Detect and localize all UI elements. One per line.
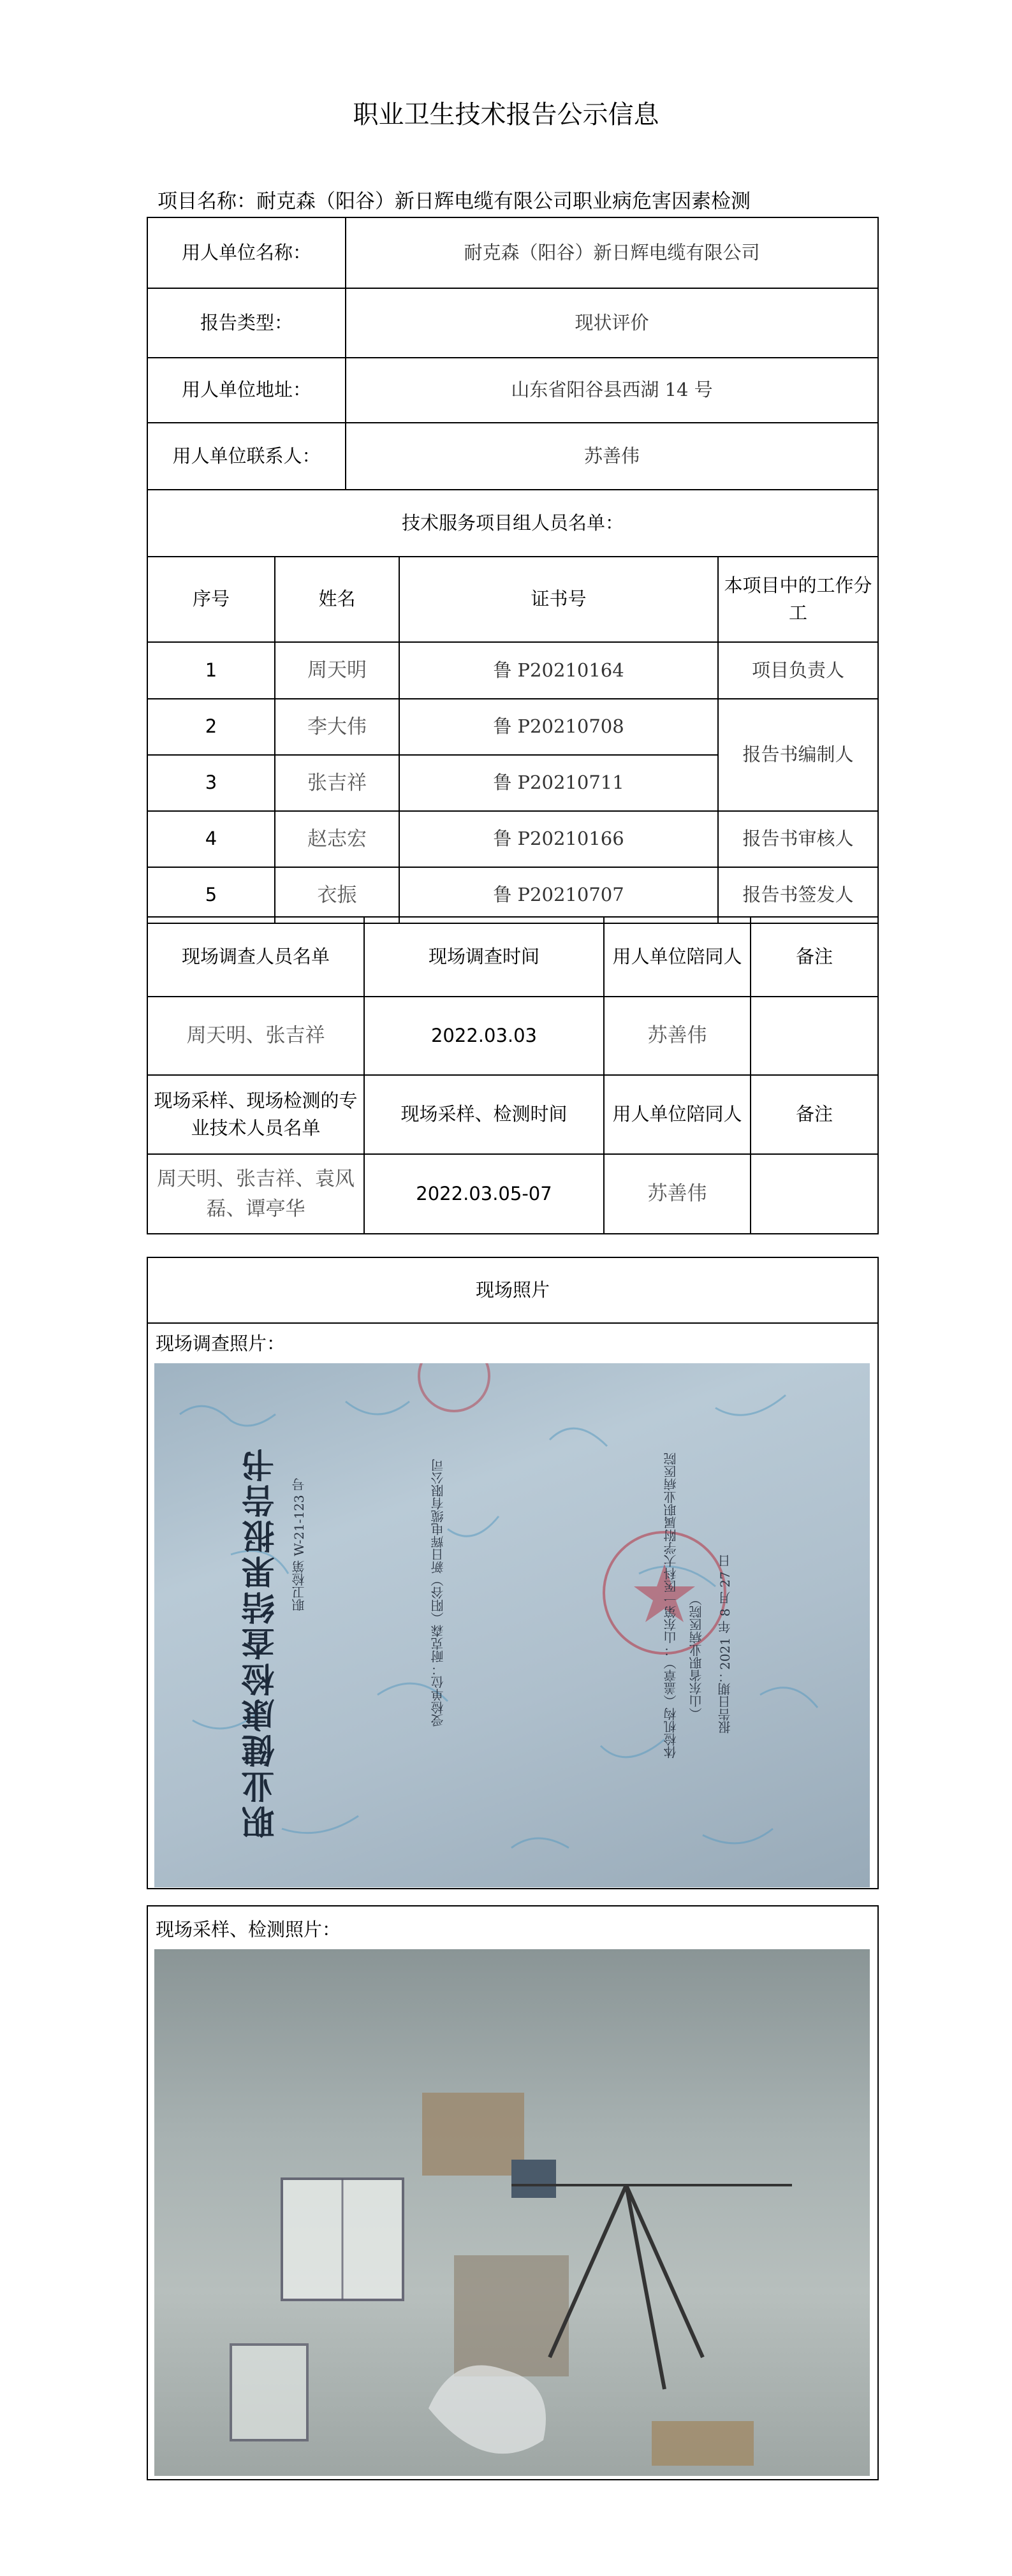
row-cert: 鲁 P20210164 [399, 642, 718, 699]
doc-title: 职业健康检查结果报告书 [242, 1446, 281, 1839]
row-no: 3 [147, 755, 275, 811]
type-label: 报告类型： [147, 288, 346, 358]
carton-box [422, 2093, 524, 2176]
doc-org: 体检机构（盖章）：山东第一医科大学附属职业病医院 [663, 1453, 678, 1759]
row-role: 报告书编制人 [718, 699, 878, 811]
row-role: 项目负责人 [718, 642, 878, 699]
doc-date: 报告日期：2021 年 8 月 27 日 [717, 1555, 733, 1734]
sampling-time-header: 现场采样、检测时间 [364, 1075, 604, 1154]
survey-photo-label: 现场调查照片： [156, 1333, 286, 1354]
survey-table [147, 916, 879, 1234]
doc-number: 职卫检第 W-21-123 号 [291, 1478, 307, 1611]
seal-top-stamp [419, 1363, 489, 1411]
row-cert: 鲁 P20210166 [399, 811, 718, 867]
info-table [147, 217, 879, 490]
row-no: 4 [147, 811, 275, 867]
survey-note [751, 997, 878, 1075]
survey-staff-header: 现场调查人员名单 [147, 917, 364, 997]
project-name: 耐克森（阳谷）新日辉电缆有限公司职业病危害因素检测 [256, 190, 751, 213]
employer-label: 用人单位名称： [147, 217, 346, 288]
survey-escort: 苏善伟 [604, 997, 751, 1075]
row-name: 周天明 [275, 642, 399, 699]
plastic-wrap [429, 2366, 546, 2454]
page-title: 职业卫生技术报告公示信息 [353, 100, 659, 129]
doc-org-sub: （山东省职业病医院） [689, 1593, 704, 1720]
table-row [147, 867, 878, 923]
contact-value: 苏善伟 [346, 423, 878, 490]
table-row [147, 642, 878, 699]
survey-time-header: 现场调查时间 [364, 917, 604, 997]
sampling-photo-scene [154, 1949, 870, 2476]
col-cert: 证书号 [399, 557, 718, 642]
project-label: 项目名称： [158, 190, 256, 213]
employer-value: 耐克森（阳谷）新日辉电缆有限公司 [346, 217, 878, 288]
address-value: 山东省阳谷县西湖 14 号 [346, 358, 878, 423]
survey-photo [154, 1363, 870, 1887]
row-name: 赵志宏 [275, 811, 399, 867]
survey-time: 2022.03.03 [364, 997, 604, 1075]
row-role: 报告书审核人 [718, 811, 878, 867]
carton-stack [454, 2255, 569, 2376]
project-line [158, 185, 751, 214]
detector-device [511, 2160, 556, 2198]
sampling-note [751, 1154, 878, 1234]
team-table [147, 489, 879, 924]
sampling-escort: 苏善伟 [604, 1154, 751, 1234]
row-cert: 鲁 P20210707 [399, 867, 718, 923]
table-row [147, 811, 878, 867]
sampling-note-header: 备注 [751, 1075, 878, 1154]
table-row [147, 699, 878, 755]
sampling-staff-header: 现场采样、现场检测的专业技术人员名单 [147, 1075, 364, 1154]
tripod [550, 2185, 703, 2389]
row-no: 2 [147, 699, 275, 755]
row-no: 1 [147, 642, 275, 699]
sampling-staff: 周天明、张吉祥、袁风磊、谭亭华 [147, 1154, 364, 1234]
row-cert: 鲁 P20210708 [399, 699, 718, 755]
type-value: 现状评价 [346, 288, 878, 358]
row-name: 衣振 [275, 867, 399, 923]
survey-escort-header: 用人单位陪同人 [604, 917, 751, 997]
contact-label: 用人单位联系人： [147, 423, 346, 490]
survey-staff: 周天明、张吉祥 [147, 997, 364, 1075]
team-title: 技术服务项目组人员名单： [147, 490, 878, 557]
row-no: 5 [147, 867, 275, 923]
wooden-pallet [652, 2421, 754, 2466]
survey-note-header: 备注 [751, 917, 878, 997]
address-label: 用人单位地址： [147, 358, 346, 423]
photo-section-title: 现场照片 [148, 1258, 877, 1324]
row-name: 张吉祥 [275, 755, 399, 811]
row-name: 李大伟 [275, 699, 399, 755]
sampling-photo-label: 现场采样、检测照片： [156, 1919, 341, 1940]
col-role: 本项目中的工作分工 [718, 557, 878, 642]
col-no: 序号 [147, 557, 275, 642]
row-role: 报告书签发人 [718, 867, 878, 923]
sampling-photo [154, 1949, 870, 2476]
window-frame-2 [231, 2345, 307, 2440]
col-name: 姓名 [275, 557, 399, 642]
sampling-escort-header: 用人单位陪同人 [604, 1075, 751, 1154]
row-cert: 鲁 P20210711 [399, 755, 718, 811]
doc-unit: 受检单位：耐克森（阳谷）新日辉电缆有限公司 [430, 1459, 446, 1727]
sampling-time: 2022.03.05-07 [364, 1154, 604, 1234]
